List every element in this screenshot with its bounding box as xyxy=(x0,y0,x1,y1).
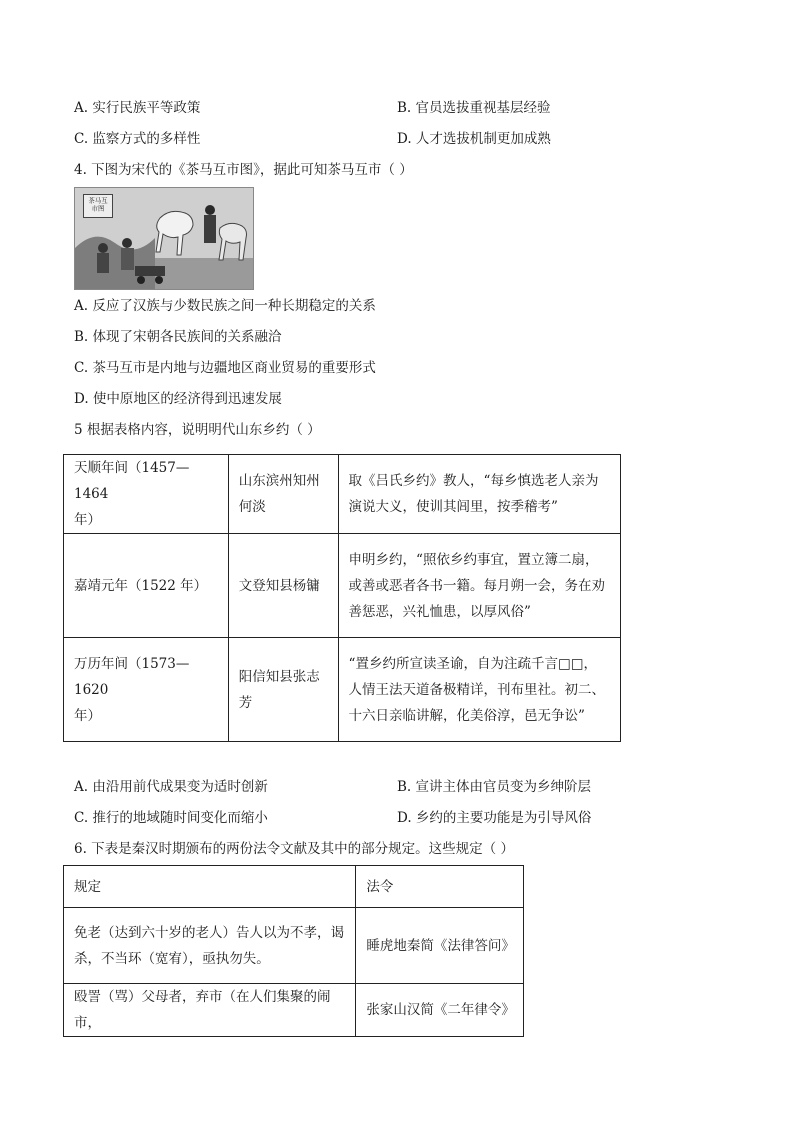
q5-option-c: C. 推行的地域随时间变化而缩小 xyxy=(74,810,268,826)
cell-line: 十六日亲临讲解，化美俗淳，邑无争讼” xyxy=(348,707,585,724)
q3-option-a: A. 实行民族平等政策 xyxy=(74,100,201,116)
painting-title-seal xyxy=(83,194,113,218)
table-row xyxy=(64,638,621,742)
cell-line: 人情王法天道备极精详，刊布里社。初二、 xyxy=(348,681,606,698)
q4-option-b: B. 体现了宋朝各民族间的关系融洽 xyxy=(74,329,282,345)
cell-line: 山东滨州知州 xyxy=(238,473,320,489)
cell-line: 年） xyxy=(74,512,101,528)
cell-line: 何淡 xyxy=(238,499,266,515)
painting-caption: 茶马互市图 xyxy=(88,197,108,213)
cell-line: “置乡约所宣读圣谕，自为注疏千言□□， xyxy=(348,655,597,672)
q5-stem: 5 根据表格内容，说明明代山东乡约（ ） xyxy=(74,422,321,438)
table-header-row xyxy=(64,866,524,908)
tea-horse-market-painting xyxy=(74,187,254,290)
cell-line: 演说大义，使训其闾里，按季稽考” xyxy=(348,499,558,515)
q4-stem: 4. 下图为宋代的《茶马互市图》，据此可知茶马互市（ ） xyxy=(74,162,413,178)
cell-line: 嘉靖元年（1522 年） xyxy=(74,577,208,594)
q6-table xyxy=(63,865,524,1037)
cell-line: 年） xyxy=(74,707,101,724)
table-row xyxy=(64,984,524,1037)
table-row xyxy=(64,455,621,534)
cell-line: 天顺年间（1457—1464 xyxy=(74,460,190,502)
q4-option-c: C. 茶马互市是内地与边疆地区商业贸易的重要形式 xyxy=(74,360,376,376)
cell-line: 殴詈（骂）父母者，弃市（在人们集聚的闹市， xyxy=(74,989,331,1031)
period-cell xyxy=(64,638,229,742)
cell-line: 芳 xyxy=(238,694,253,711)
header-law: 法令 xyxy=(356,866,524,908)
q6-stem: 6. 下表是秦汉时期颁布的两份法令文献及其中的部分规定。这些规定（ ） xyxy=(74,841,514,857)
cell-line: 万历年间（1573—1620 xyxy=(74,655,190,698)
q3-option-c: C. 监察方式的多样性 xyxy=(74,131,201,147)
cell-line: 杀，不当环（宽宥），亟执勿失。 xyxy=(74,950,270,967)
table-row xyxy=(64,534,621,638)
cell-line: 善惩恶，兴礼恤患，以厚风俗” xyxy=(348,603,531,620)
header-rule: 规定 xyxy=(64,866,356,908)
content-cell xyxy=(338,534,620,638)
cell-line: 取《吕氏乡约》教人，“每乡慎选老人亲为 xyxy=(348,473,599,489)
q4-option-a: A. 反应了汉族与少数民族之间一种长期稳定的关系 xyxy=(74,298,376,314)
official-cell xyxy=(228,534,338,638)
cell-line: 阳信知县张志 xyxy=(238,668,320,685)
law-cell: 睡虎地秦简《法律答问》 xyxy=(356,908,524,984)
content-cell xyxy=(338,455,620,534)
q4-option-d: D. 使中原地区的经济得到迅速发展 xyxy=(74,391,282,407)
period-cell xyxy=(64,534,229,638)
cell-line: 申明乡约，“照依乡约事宜，置立簿二扇， xyxy=(348,551,599,568)
q5-table xyxy=(63,454,621,742)
official-cell xyxy=(228,638,338,742)
q5-option-a: A. 由沿用前代成果变为适时创新 xyxy=(74,779,268,795)
table-row xyxy=(64,908,524,984)
cell-line: 文登知县杨镛 xyxy=(238,577,320,594)
official-cell xyxy=(228,455,338,534)
q3-option-b: B. 官员选拔重视基层经验 xyxy=(397,100,551,116)
q3-option-d: D. 人才选拔机制更加成熟 xyxy=(397,131,551,147)
rule-cell xyxy=(64,984,356,1037)
period-cell xyxy=(64,455,229,534)
q5-option-b: B. 宣讲主体由官员变为乡绅阶层 xyxy=(397,779,592,795)
rule-cell xyxy=(64,908,356,984)
cell-line: 免老（达到六十岁的老人）告人以为不孝，谒 xyxy=(74,924,344,941)
cell-line: 或善或恶者各书一籍。每月朔一会，务在劝 xyxy=(348,577,606,594)
content-cell xyxy=(338,638,620,742)
q5-option-d: D. 乡约的主要功能是为引导风俗 xyxy=(397,810,592,826)
law-cell: 张家山汉简《二年律令》 xyxy=(356,984,524,1037)
